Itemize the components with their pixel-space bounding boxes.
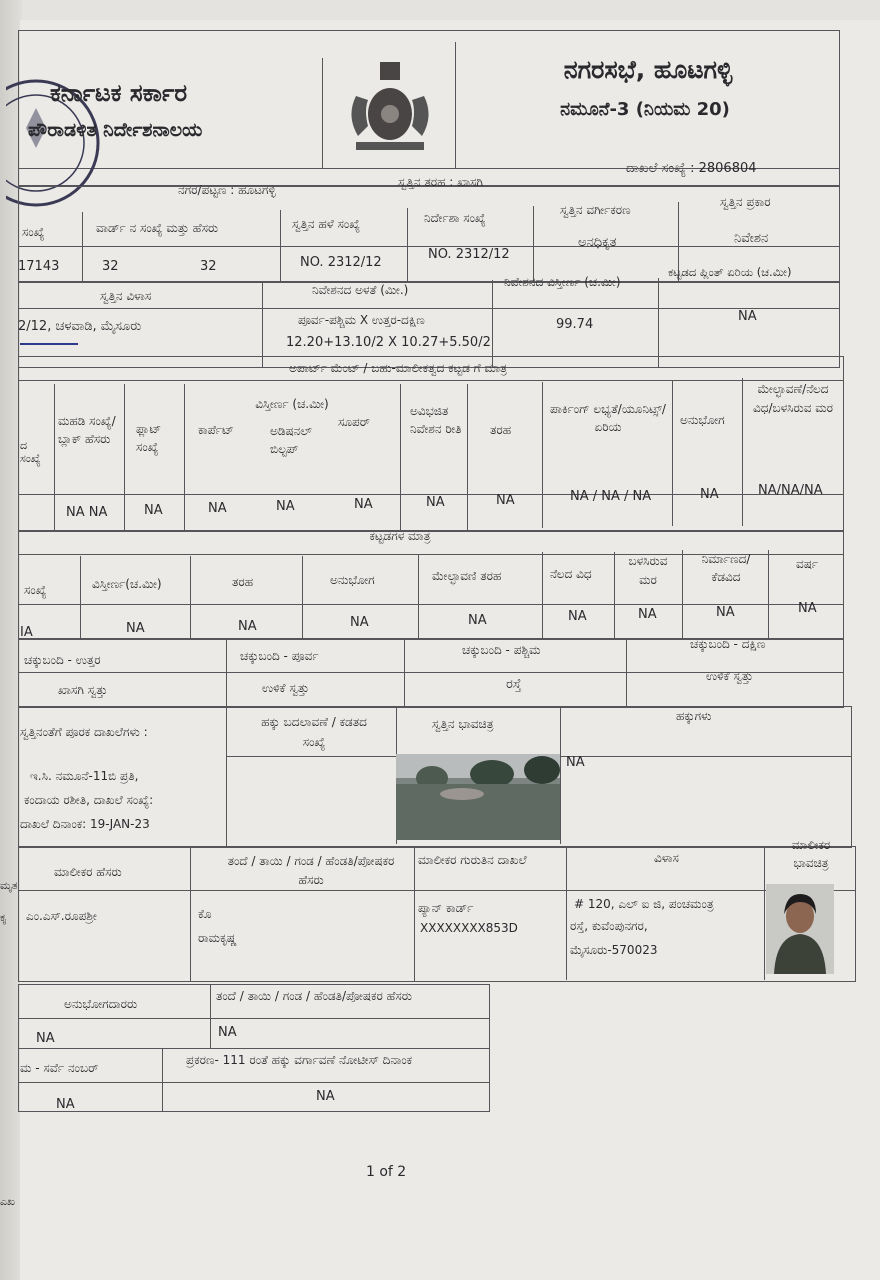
property-photo [396, 754, 560, 840]
id-header-old-no: ಸ್ವತ್ತಿನ ಹಳೆ ಸಂಖ್ಯೆ [292, 217, 361, 231]
owner-header-id: ಮಾಲೀಕರ ಗುರುತಿನ ದಾಖಲೆ [418, 853, 527, 867]
bld-header-no: ಸಂಖ್ಯೆ [24, 583, 47, 597]
id-header-no: ಸಂಖ್ಯೆ [22, 225, 45, 239]
apt-value-flat: NA [144, 503, 163, 518]
apt-header-flat: ಫ್ಲಾಟ್ ಸಂಖ್ಯೆ [136, 422, 162, 454]
owner-id-label: ಪ್ಯಾನ್ ಕಾರ್ಡ್ [418, 901, 474, 915]
site-area-value: 99.74 [556, 317, 594, 332]
govt-title: ಕರ್ನಾಟಕ ಸರ್ಕಾರ [50, 79, 188, 107]
apartment-section-title: ಅಪಾರ್ಟ್ ಮೆಂಟ್ / ಬಹು-ಮಾಲೀಕತ್ವದ ಕಟ್ಟಡ ಗೆ ಮಾತ್ರ [289, 361, 507, 375]
bld-value-usage: NA [350, 615, 369, 630]
docs-header-rights: ಹಕ್ಕುಗಳು [676, 709, 712, 723]
directorate-name: ಪೌರಾಡಳಿತ ನಿರ್ದೇಶನಾಲಯ [28, 119, 203, 141]
owner-parent-relation: ಕೊ [198, 907, 212, 921]
boundary-east-label: ಚಕ್ಕುಬಂದಿ - ಪೂರ್ವ [240, 649, 319, 663]
apt-value-super: NA [354, 497, 373, 512]
property-type-label: ಸ್ವತ್ತಿನ ತರಹ : ಖಾಸಗಿ [398, 175, 483, 189]
bld-value-year: NA [798, 601, 817, 616]
docs-line-2: ಕಂದಾಯ ರಶೀತಿ, ದಾಖಲೆ ಸಂಖ್ಯೆ: [24, 793, 154, 807]
survey-value: NA [56, 1097, 75, 1112]
site-plinth-value: NA [738, 309, 757, 324]
boundary-west-value: ರಸ್ತೆ [506, 677, 522, 692]
notice-value: NA [316, 1089, 335, 1104]
apt-header-usage: ಅನುಭೋಗ [680, 413, 725, 427]
municipality-name: ನಗರಸಭೆ, ಹೂಟಗಳ್ಳಿ [563, 55, 733, 84]
docs-header-change: ಹಕ್ಕು ಬದಲಾವಣೆ / ಕಡತದ ಸಂಖ್ಯೆ [261, 715, 367, 750]
notice-header: ಪ್ರಕರಣ- 111 ರಂತೆ ಹಕ್ಕು ವರ್ಗಾವಣೆ ನೋಟೀಸ್ ದಿನಾಂಕ [186, 1053, 413, 1067]
docs-line-3: ದಾಖಲೆ ದಿನಾಂಕ: 19-JAN-23 [20, 817, 150, 831]
id-value-ward-name: 32 [200, 259, 217, 274]
site-address: 2/12, ಚಳವಾಡಿ, ಮೈಸೂರು [18, 319, 142, 334]
rights-value: NA [566, 755, 585, 770]
apt-value-roof: NA/NA/NA [758, 483, 823, 498]
apt-header-no: ದ ಸಂಖ್ಯೆ [20, 439, 41, 465]
occupant-value: NA [36, 1031, 55, 1046]
occupant-header: ಅನುಭೋಗದಾರರು [64, 997, 138, 1011]
id-value-ward-no: 32 [102, 259, 119, 274]
margin-mark-3: ಎಖ [0, 1195, 16, 1208]
apt-header-parking: ಪಾರ್ಕಿಂಗ್ ಲಭ್ಯತೆ/ಯೂನಿಟ್ಸ್/ಏರಿಯ [550, 402, 666, 434]
bld-value-no: IA [20, 625, 33, 640]
id-value-no: 17143 [18, 259, 60, 274]
apt-header-roof: ಮೇಲ್ಛಾವಣೆ/ನೆಲದ ವಿಧ/ಬಳಸಿರುವ ಮರ [753, 382, 833, 415]
apt-header-undivided: ಅವಿಭಜಿತ ನಿವೇಶನ ರೀತಿ [410, 404, 462, 436]
owner-header-photo: ಮಾಲೀಕರ ಭಾವಚಿತ್ರ [791, 838, 831, 870]
bld-header-roof: ಮೇಲ್ಛಾವಣಿ ತರಹ [432, 569, 502, 583]
id-value-class: ಅನಧಿಕೃತ [578, 235, 617, 250]
apt-header-carpet: ಕಾರ್ಪೆಟ್ [198, 423, 234, 437]
state-emblem-icon [336, 56, 444, 156]
site-header-dimension: ನಿವೇಶನದ ಅಳತೆ (ಮೀ.) [312, 283, 409, 297]
bld-value-area: NA [126, 621, 145, 636]
boundary-south-value: ಉಳಿಕೆ ಸ್ವತ್ತು [706, 669, 754, 683]
apt-header-additional: ಅಡಿಷನಲ್ ಬಿಲ್ಟಪ್ [270, 424, 312, 456]
apt-header-type: ತರಹ [490, 423, 512, 437]
apt-value-type: NA [496, 493, 515, 508]
owner-address-line-3: ಮೈಸೂರು-570023 [570, 943, 658, 957]
bld-header-wood: ಬಳಸಿರುವ ಮರ [628, 554, 668, 588]
building-section-title: ಕಟ್ಟಡಗಳ ಮಾತ್ರ [369, 529, 431, 543]
owner-address-line-1: # 120, ಎಲ್ ಐ ಜಿ, ಪಂಚಮಂತ್ರ [574, 897, 714, 911]
site-header-plinth: ಕಟ್ಟಡದ ಪ್ಲಿಂತ್ ಏರಿಯ (ಚ.ಮೀ) [668, 265, 792, 279]
id-header-class: ಸ್ವತ್ತಿನ ವರ್ಗೀಕರಣ [560, 203, 631, 217]
apt-value-additional: NA [276, 499, 295, 514]
bld-header-floor: ನೆಲದ ವಿಧ [550, 567, 592, 581]
owner-name: ಎಂ.ಎಸ್.ರೂಪಶ್ರೀ [26, 909, 97, 923]
id-value-ref-no: NO. 2312/12 [428, 247, 510, 262]
id-header-ref-no: ನಿರ್ದೇಶಾ ಸಂಖ್ಯೆ [424, 211, 486, 225]
bld-value-built: NA [716, 605, 735, 620]
bld-header-usage: ಅನುಭೋಗ [330, 573, 375, 587]
apt-value-floor: NA NA [66, 505, 108, 520]
occupant-parent-value: NA [218, 1025, 237, 1040]
record-number-label: ದಾಖಲೆ ಸಂಖ್ಯೆ : 2806804 [626, 161, 757, 176]
bld-header-area: ವಿಸ್ತೀರ್ಣ(ಚ.ಮೀ) [92, 577, 162, 591]
site-header-area: ನಿವೇಶನದ ವಿಸ್ತೀರ್ಣ (ಚ.ಮೀ) [504, 275, 621, 289]
boundary-south-label: ಚಕ್ಕುಬಂದಿ - ದಕ್ಷಿಣ [690, 637, 766, 651]
occupant-header-parent: ತಂದೆ / ತಾಯಿ / ಗಂಡ / ಹೆಂಡತಿ/ಪೋಷಕರ ಹೆಸರು [216, 989, 412, 1003]
owner-header-parent: ತಂದೆ / ತಾಯಿ / ಗಂಡ / ಹೆಂಡತಿ/ಪೋಷಕರ ಹೆಸರು [227, 854, 395, 888]
site-header-address: ಸ್ವತ್ತಿನ ವಿಳಾಸ [100, 289, 152, 303]
boundary-north-label: ಚಕ್ಕುಬಂದಿ - ಉತ್ತರ [24, 653, 101, 667]
bld-header-year: ವರ್ಷ [796, 557, 819, 571]
apt-header-floor: ಮಹಡಿ ಸಂಖ್ಯೆ/ಬ್ಲಾಕ್ ಹೆಸರು [58, 414, 116, 446]
owner-photo [766, 884, 834, 974]
bld-header-type: ತರಹ [232, 575, 254, 589]
bld-header-built: ನಿರ್ಮಾಣದ/ ಕೆಡವಿದ [701, 552, 751, 584]
owner-id-value: XXXXXXXX853D [420, 921, 518, 935]
city-label: ನಗರ/ಪಟ್ಟಣ : ಹೂಟಗಳ್ಳಿ [178, 183, 276, 197]
id-header-ward: ವಾರ್ಡ್ ನ ಸಂಖ್ಯೆ ಮತ್ತು ಹೆಸರು [96, 221, 219, 235]
boundary-east-value: ಉಳಿಕೆ ಸ್ವತ್ತು [262, 681, 310, 695]
owner-parent-name: ರಾಮಕೃಷ್ಣ [198, 931, 237, 945]
apt-value-carpet: NA [208, 501, 227, 516]
bld-value-roof: NA [468, 613, 487, 628]
docs-line-1: ಇ.ಸಿ. ನಮೂನೆ-11ಬಿ ಪ್ರತಿ, [30, 769, 139, 783]
form-name: ನಮೂನೆ-3 (ನಿಯಮ 20) [560, 99, 730, 120]
apt-header-super: ಸೂಪರ್ [338, 415, 370, 429]
owner-header-name: ಮಾಲೀಕರ ಹೆಸರು [54, 865, 122, 879]
id-header-type: ಸ್ವತ್ತಿನ ಪ್ರಕಾರ [720, 195, 771, 209]
bld-value-floor: NA [568, 609, 587, 624]
boundary-north-value: ಖಾಸಗಿ ಸ್ವತ್ತು [58, 683, 108, 697]
page-number: 1 of 2 [366, 1164, 407, 1180]
bld-value-type: NA [238, 619, 257, 634]
id-value-old-no: NO. 2312/12 [300, 255, 382, 270]
id-value-type: ನಿವೇಶನ [734, 231, 769, 246]
site-dimension-value: 12.20+13.10/2 X 10.27+5.50/2 [286, 335, 491, 350]
docs-header: ಸ್ವತ್ತಿನಂತೆಗೆ ಪೂರಕ ದಾಖಲೆಗಳು : [20, 725, 148, 739]
apt-value-undivided: NA [426, 495, 445, 510]
apt-header-area-group: ವಿಸ್ತೀರ್ಣ (ಚ.ಮೀ) [255, 397, 329, 411]
site-dimension-label: ಪೂರ್ವ-ಪಶ್ಚಿಮ X ಉತ್ತರ-ದಕ್ಷಿಣ [298, 313, 425, 327]
bld-value-wood: NA [638, 607, 657, 622]
owner-address-line-2: ರಸ್ತೆ, ಕುವೆಂಪುನಗರ, [570, 919, 648, 933]
margin-mark-2: ಕೃ [0, 911, 7, 924]
apt-value-parking: NA / NA / NA [570, 489, 652, 504]
boundary-west-label: ಚಕ್ಕುಬಂದಿ - ಪಶ್ಚಿಮ [462, 643, 541, 657]
margin-mark-1: ಮೃತ [0, 879, 18, 892]
apt-value-usage: NA [700, 487, 719, 502]
survey-header: ಮ - ಸರ್ವೆ ನಂಬರ್ [20, 1061, 99, 1075]
docs-header-photo: ಸ್ವತ್ತಿನ ಭಾವಚಿತ್ರ [432, 717, 494, 731]
owner-header-address: ವಿಳಾಸ [654, 851, 679, 865]
